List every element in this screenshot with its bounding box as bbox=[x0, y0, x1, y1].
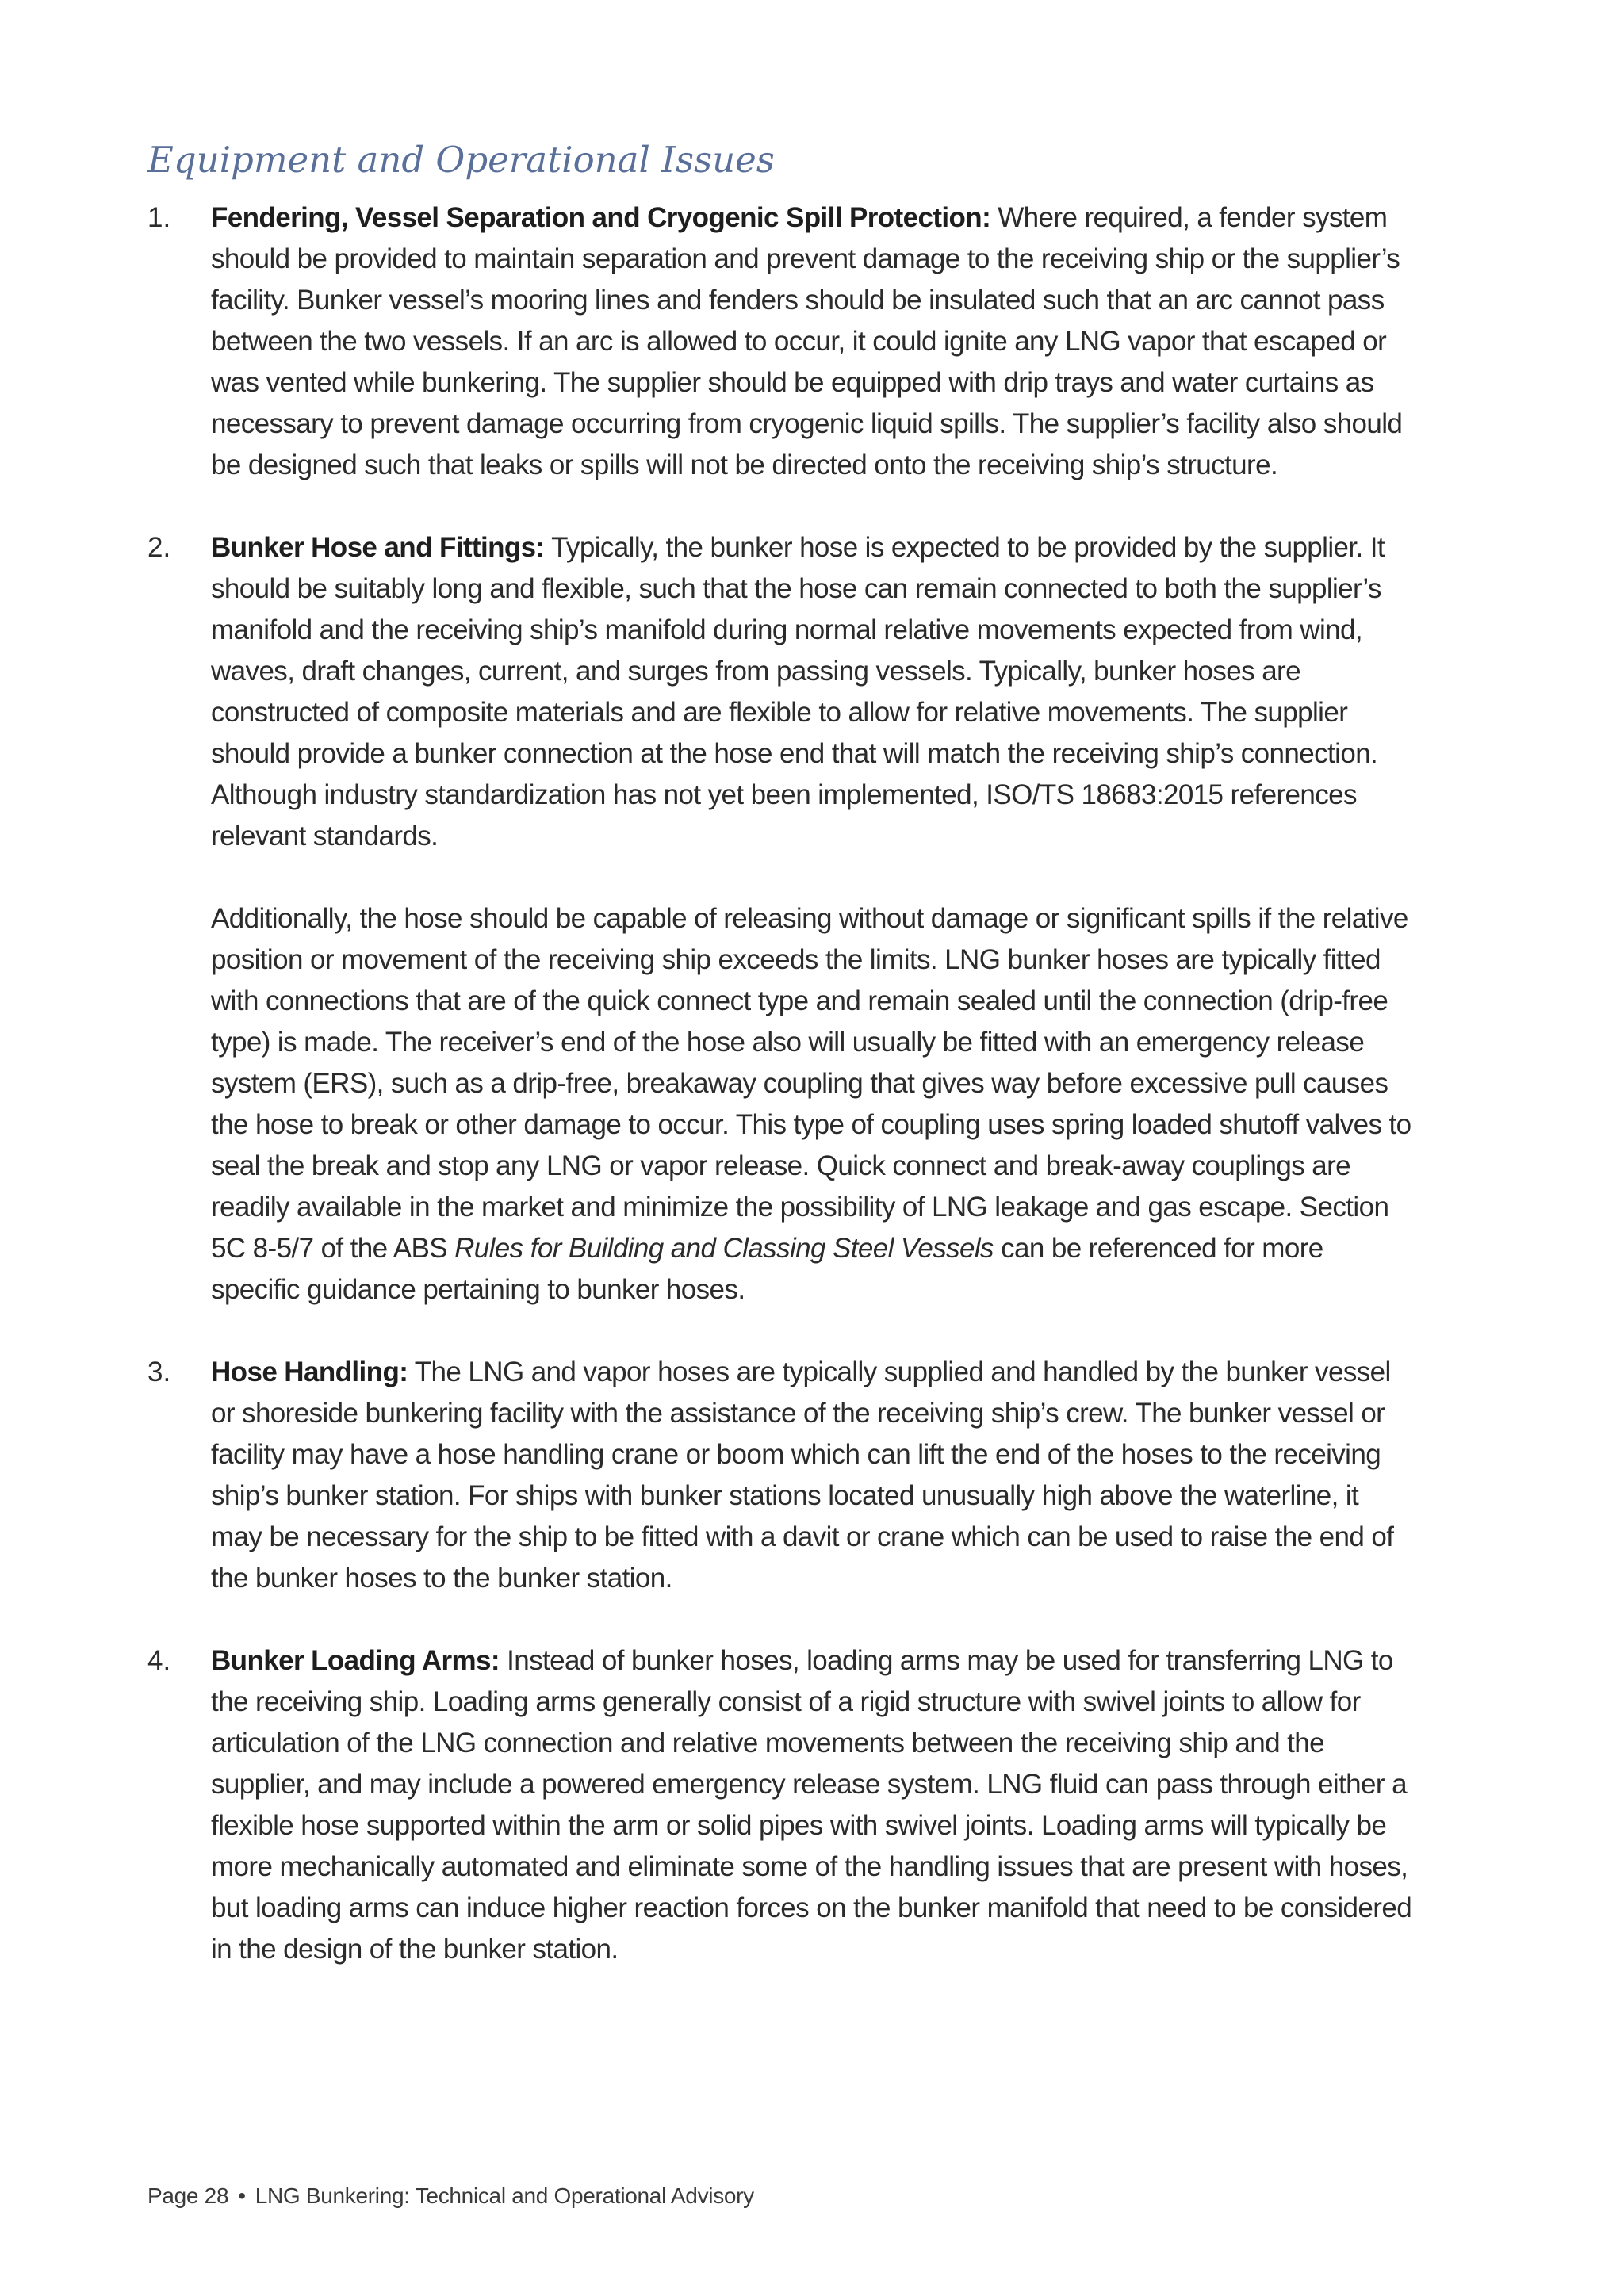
list-item-fendering bbox=[147, 197, 1416, 486]
item-lead: Bunker Loading Arms: bbox=[211, 1645, 500, 1676]
list-item-bunker-hose bbox=[147, 527, 1416, 1311]
rules-title-italic: Rules for Building and Classing Steel Vessels bbox=[454, 1233, 994, 1264]
item-number: 1. bbox=[147, 202, 171, 233]
list-item-loading-arms bbox=[147, 1640, 1416, 1970]
list-item-hose-handling bbox=[147, 1352, 1416, 1599]
item-lead: Fendering, Vessel Separation and Cryogenic Spill Protection: bbox=[211, 202, 991, 233]
item-lead: Hose Handling: bbox=[211, 1357, 408, 1387]
item-paragraph bbox=[211, 527, 1416, 857]
item-number: 4. bbox=[147, 1645, 171, 1676]
item-lead: Bunker Hose and Fittings: bbox=[211, 532, 545, 563]
item-number: 3. bbox=[147, 1357, 171, 1387]
item-paragraph bbox=[211, 1352, 1416, 1599]
page-footer bbox=[147, 2182, 754, 2210]
item-body: The LNG and vapor hoses are typically supplied and handled by the bunker vessel or shoreside bunkering facility with the assistance of the receiving ship’s crew. The bunker vessel or facility may have a hose handling crane or boom which can lift the end of the hoses to the receiving ship’s bunker station. For ships with bunker stations located unusually high above the waterline, it may be necessary for the ship to be fitted with a davit or crane which can be used to raise the end of the bunker hoses to the bunker station. bbox=[211, 1357, 1394, 1594]
item-body: Instead of bunker hoses, loading arms may be used for transferring LNG to the receiving ship. Loading arms generally consist of a rigid structure with swivel joints to allow for articulation of the LNG connection and relative movements between the receiving ship and the supplier, and may include a powered emergency release system. LNG fluid can pass through either a flexible hose supported within the arm or solid pipes with swivel joints. Loading arms will typically be more mechanically automated and eliminate some of the handling issues that are present with hoses, but loading arms can induce higher reaction forces on the bunker manifold that need to be considered in the design of the bunker station. bbox=[211, 1645, 1412, 1965]
page-number: Page 28 bbox=[147, 2183, 229, 2208]
item-paragraph-additional bbox=[211, 898, 1416, 1311]
item-paragraph bbox=[211, 197, 1416, 486]
item-number: 2. bbox=[147, 532, 171, 563]
item-body: Where required, a fender system should be provided to maintain separation and prevent damage to the receiving ship or the supplier’s facility. Bunker vessel’s mooring lines and fenders should be insulated such that an arc cannot pass between the two vessels. If an arc is allowed to occur, it could ignite any LNG vapor that escaped or was vented while bunkering. The supplier should be equipped with drip trays and water curtains as necessary to prevent damage occurring from cryogenic liquid spills. The supplier’s facility also should be designed such that leaks or spills will not be directed onto the receiving ship’s structure. bbox=[211, 202, 1403, 480]
footer-title: LNG Bunkering: Technical and Operational Advisory bbox=[255, 2183, 754, 2208]
item-body: Typically, the bunker hose is expected to be provided by the supplier. It should be suitably long and flexible, such that the hose can remain connected to both the supplier’s manifold and the receiving ship’s manifold during normal relative movements expected from wind, waves, draft changes, current, and surges from passing vessels. Typically, bunker hoses are constructed of composite materials and are flexible to allow for relative movements. The supplier should provide a bunker connection at the hose end that will match the receiving ship’s connection. Although industry standardization has not yet been implemented, ISO/TS 18683:2015 references relevant standards. bbox=[211, 532, 1385, 851]
para2-start: Additionally, the hose should be capable of releasing without damage or significant spills if the relative position or movement of the receiving ship exceeds the limits. LNG bunker hoses are typically fitted with connections that are of the quick connect type and remain sealed until the connection (drip-free type) is made. The receiver’s end of the hose also will usually be fitted with an emergency release system (ERS), such as a drip-free, breakaway coupling that gives way before excessive pull causes the hose to break or other damage to occur. This type of coupling uses spring loaded shutoff valves to seal the break and stop any LNG or vapor release. Quick connect and break-away couplings are readily available in the market and minimize the possibility of LNG leakage and gas escape. Section 5C 8-5/7 of the ABS bbox=[211, 903, 1411, 1264]
section-title: Equipment and Operational Issues bbox=[147, 139, 775, 181]
para2-end: can be referenced for more specific guidance pertaining to bunker hoses. bbox=[211, 1233, 1323, 1305]
footer-separator: • bbox=[238, 2183, 246, 2208]
issues-list bbox=[147, 197, 1416, 2011]
item-paragraph bbox=[211, 1640, 1416, 1970]
